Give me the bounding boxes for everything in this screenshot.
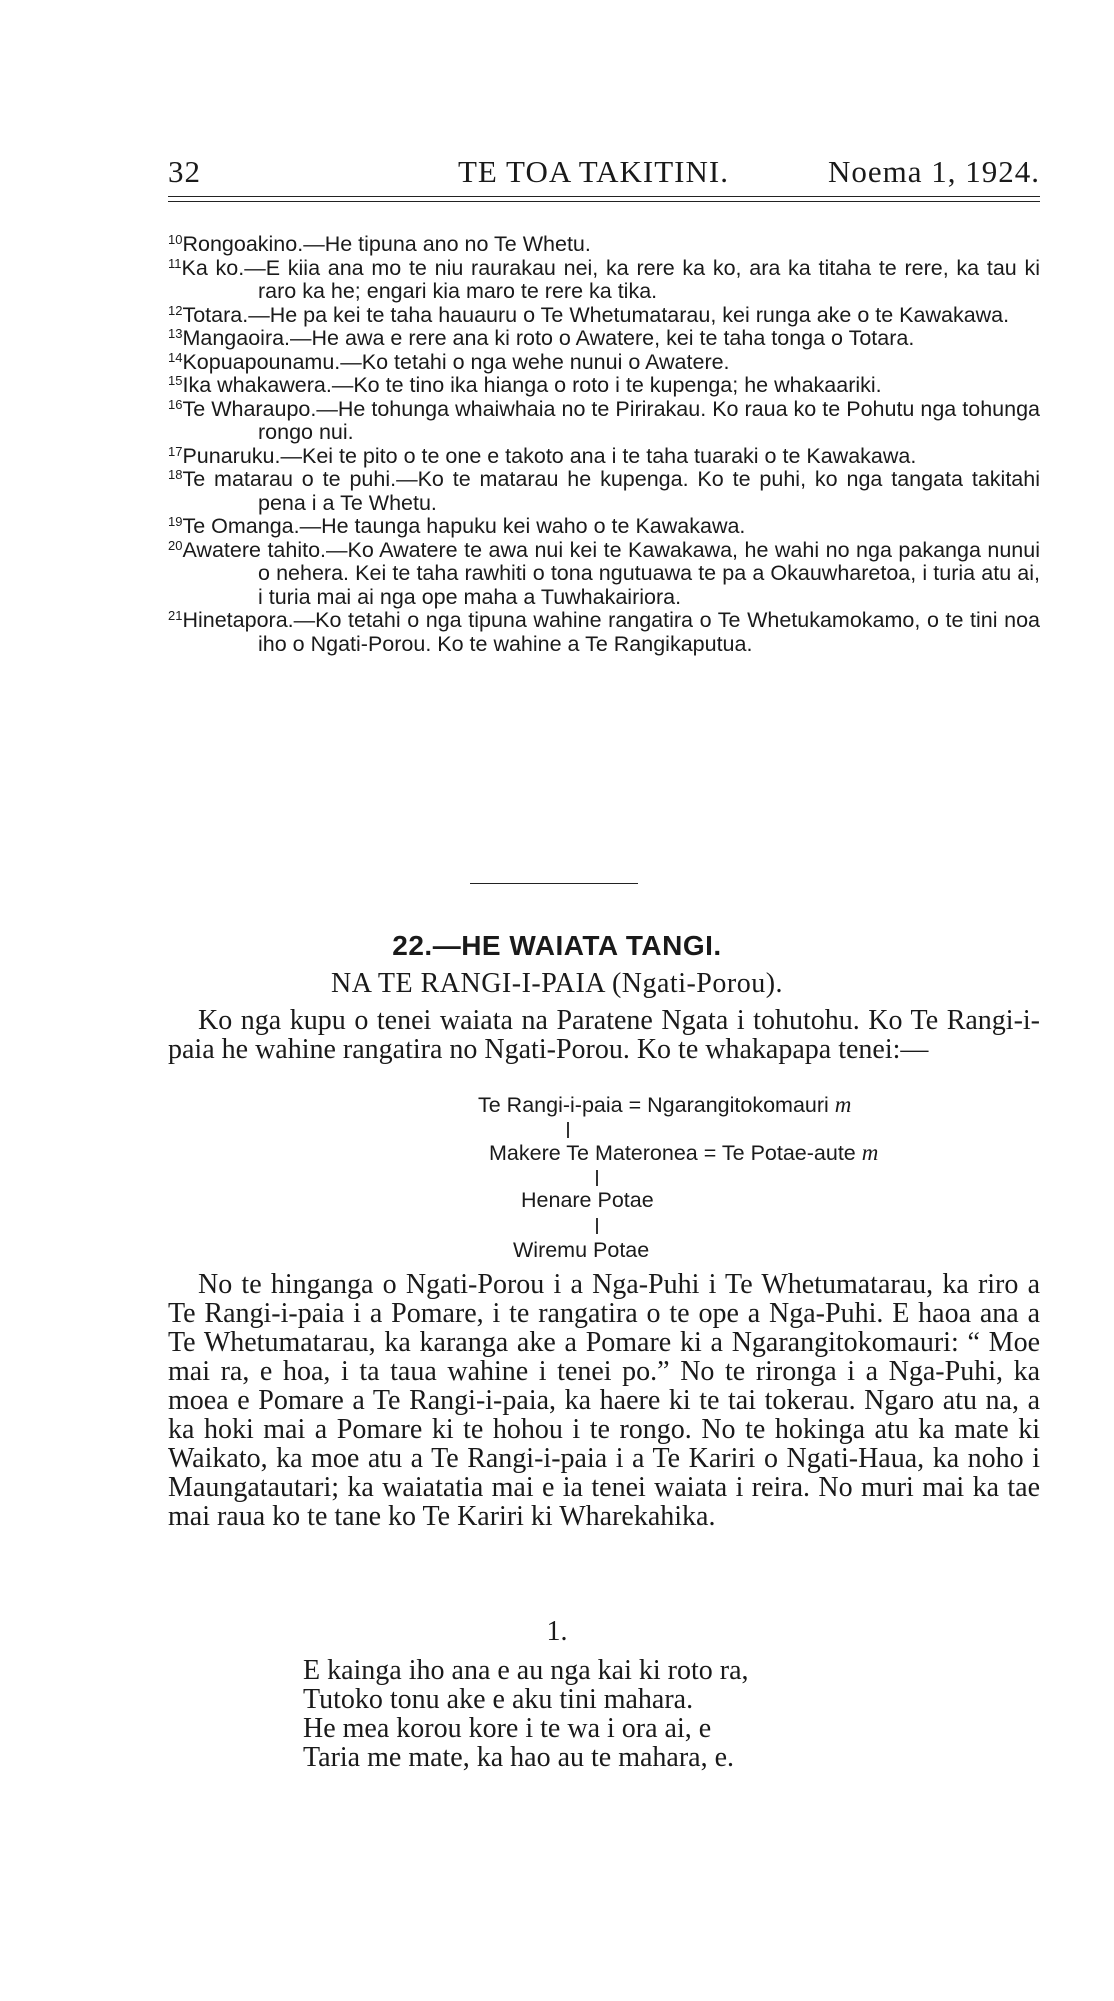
footnote-text: Totara.—He pa kei te taha hauauru o Te Whetumatarau, kei runga ake o te Kawakawa. [182,302,1010,327]
footnote-text: Ika whakawera.—Ko te tino ika hianga o roto i te kupenga; he whakaariki. [182,373,882,397]
footnote [168,398,1040,445]
footnote-text: Te matarau o te puhi.—Ko te matarau he kupenga. Ko te puhi, ko nga tangata takitahi pena i a Te Whetu. [182,467,1040,515]
story-paragraph: No te hinganga o Ngati-Porou i a Nga-Puhi i Te Whetumatarau, ka riro a Te Rangi-i-paia i a Pomare, i te rangatira o te ope a Nga-Puhi. E haoa ana a Te Whetumatarau, ka karanga ake a Pomare ki a Ngarangitokomauri: “ Moe mai ra, e hoa, i ta taua wahine i tenei po.” No te rironga i a Nga-Puhi, ka moea e Pomare a Te Rangi-i-paia, ka haere ki te tai tokerau. Ngaro atu na, a ka hoki mai a Pomare ki te hohou i te rongo. No te hokinga atu ka mate ki Waikato, ka moe atu a Te Rangi-i-paia i a Te Kariri o Ngati-Haua, ka noho i Maungatautari; ka waiatatia mai e ia tenei waiata i reira. No muri mai ka tae mai raua ko te tane ko Te Kariri ki Wharekahika. [168,1269,1040,1532]
journal-title: TE TOA TAKITINI. [458,154,729,189]
footnote [168,233,1040,257]
footnote [168,351,1040,375]
footnotes [168,233,1040,656]
verse-line: Taria me mate, ka hao au te mahara, e. [303,1742,735,1773]
footnote [168,539,1040,610]
male-mark: m [834,1092,852,1117]
verse-line: He mea korou kore i te wa i ora ai, e [303,1713,712,1744]
ancestor-name: Te Rangi-i-paia [478,1093,623,1117]
verse-line: Tutoko tonu ake e aku tini mahara. [303,1684,694,1715]
footnote-text: Te Wharaupo.—He tohunga whaiwhaia no te Pirirakau. Ko raua ko te Pohutu nga tohunga rongo nui. [182,396,1040,444]
footnote-text: Awatere tahito.—Ko Awatere te awa nui kei te Kawakawa, he wahi no nga pakanga nunui o nehera. Kei te taha rawhiti o tona ngutuawa te pa a Okauwharetoa, i turia atu ai, i turia mai ai nga ope maha a Tuwhakairiora. [182,537,1040,609]
descent-line [596,1170,598,1186]
footnote [168,327,1040,351]
descendant-name: Henare Potae [521,1188,654,1212]
marriage-symbol: = [703,1141,717,1165]
footnote-text: Mangaoira.—He awa e rere ana ki roto o Awatere, kei te taha tonga o Totara. [182,326,915,350]
header-rule-secondary [168,201,1040,202]
genealogy-row-1 [478,1092,851,1118]
running-header [168,150,1040,194]
verse-line: E kainga iho ana e au nga kai ki roto ra, [303,1655,749,1686]
genealogy-row-2 [489,1140,878,1166]
male-mark: m [861,1140,879,1165]
genealogy-row-4 [513,1238,649,1263]
footnote-number: 15 [168,373,183,388]
footnote-number: 20 [168,537,183,553]
footnote-text: Ka ko.—E kiia ana mo te niu raurakau nei, ka rere ka ko, ara ka titaha te rere, ka tau ki raro ka he; engari kia maro te rere ka tika. [181,255,1040,303]
footnote [168,257,1040,304]
footnote-text: Kopuapounamu.—Ko tetahi o nga wehe nunui o Awatere. [182,349,730,374]
spouse-name: Te Potae-aute [721,1141,856,1165]
song-heading: 22.—HE WAIATA TANGI. [392,930,722,961]
footnote-number: 18 [168,467,183,482]
descent-line [596,1218,598,1234]
descendant-name: Wiremu Potae [513,1238,650,1262]
footnote-text: Rongoakino.—He tipuna ano no Te Whetu. [182,232,591,256]
footnote [168,515,1040,539]
footnote-number: 13 [168,326,183,341]
footnote-text: Te Omanga.—He taunga hapuku kei waho o te Kawakawa. [182,514,746,538]
footnote [168,468,1040,515]
footnote [168,609,1040,656]
footnote-number: 11 [168,255,182,271]
genealogy-row-3 [521,1188,654,1213]
song-subheading: NA TE RANGI-I-PAIA (Ngati-Porou). [330,968,784,999]
verse [303,1656,1023,1772]
footnote [168,374,1040,398]
header-rule [168,196,1040,197]
descent-line [567,1122,569,1138]
verse-number: 1. [546,1616,568,1647]
footnote-number: 14 [168,349,183,365]
footnote-number: 10 [168,232,183,247]
footnote-number: 12 [168,302,183,318]
spouse-name: Ngarangitokomauri [647,1093,829,1117]
footnote-text: Punaruku.—Kei te pito o te one e takoto ana i te taha tuaraki o te Kawakawa. [182,443,917,468]
page-number: 32 [168,154,201,189]
footnote-number: 21 [168,608,183,623]
footnote-number: 19 [168,514,183,529]
footnote [168,445,1040,469]
footnote-number: 16 [168,396,183,412]
footnote-text: Hinetapora.—Ko tetahi o nga tipuna wahine rangatira o Te Whetukamokamo, o te tini noa iho o Ngati-Porou. Ko te wahine a Te Rangikaputua. [182,608,1040,656]
ancestor-name: Makere Te Materonea [489,1141,698,1165]
marriage-symbol: = [628,1093,642,1117]
intro-paragraph: Ko nga kupu o tenei waiata na Paratene Ngata i tohutohu. Ko Te Rangi-i-paia he wahine rangatira no Ngati-Porou. Ko te whakapapa tenei:— [168,1005,1040,1065]
issue-date: Noema 1, 1924. [827,154,1040,189]
section-divider [470,883,638,884]
footnote [168,304,1040,328]
footnote-number: 17 [168,443,183,459]
